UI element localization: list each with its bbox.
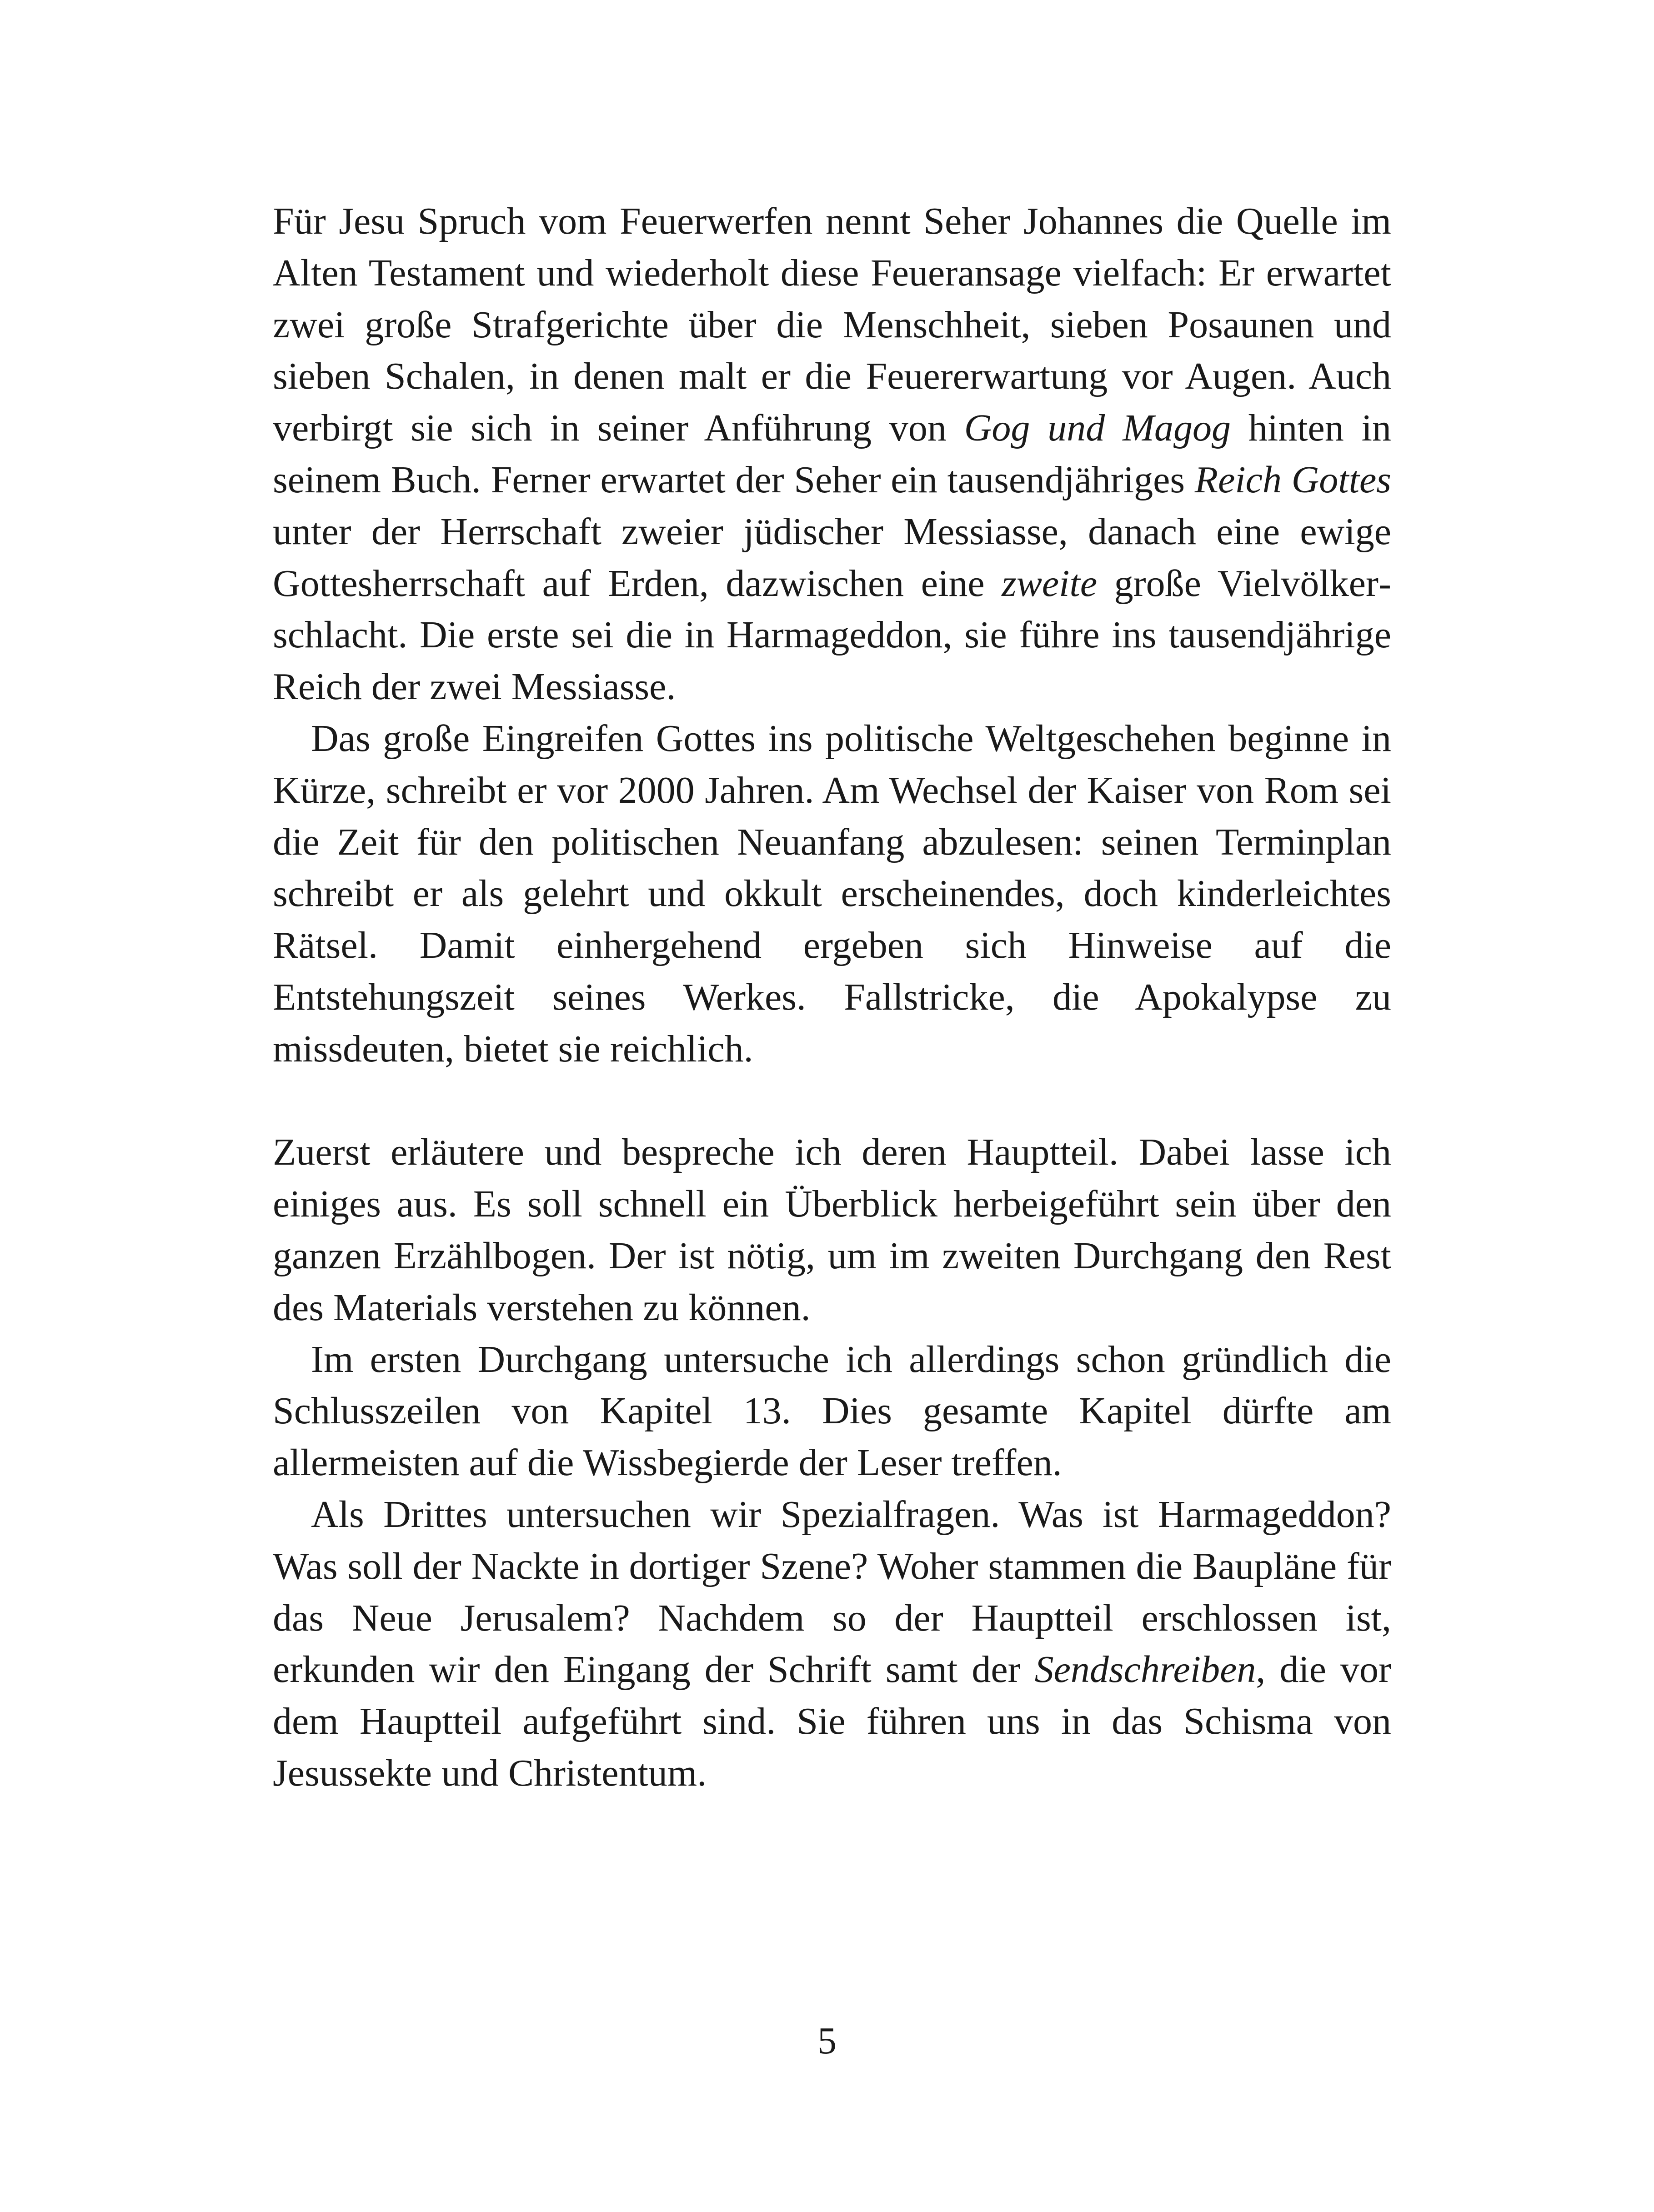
italic-phrase: Reich Gottes [1194,458,1391,501]
body-text [273,195,1391,1799]
paragraph [273,713,1391,1075]
text-run: große Vielvölkerschlacht. Die erste sei die in Harmageddon, sie führe ins tausendjährige Reich der zwei Messiasse. [273,562,1391,708]
text-run: unter der Herrschaft zweier jüdischer Messiasse, danach eine ewige Gottesherrschaft auf Erden, dazwischen eine [273,510,1391,605]
text-section [273,1126,1391,1799]
text-run: hinten in seinem Buch. Ferner erwartet der Seher ein tausendjähriges [273,407,1392,501]
text-run: Zuerst erläutere und bespreche ich deren Hauptteil. Dabei lasse ich einiges aus. Es soll schnell ein Überblick herbeigeführt sein über den ganzen Erzählbogen. Der ist nötig, um im zweiten Durchgang den Rest des Materials verstehen zu können. [273,1131,1391,1329]
text-run: Im ersten Durchgang untersuche ich allerdings schon gründlich die Schlusszeilen von Kapitel 13. Dies gesamte Kapitel dürfte am allermeisten auf die Wissbegierde der Leser treffen. [273,1338,1391,1484]
paragraph [273,1334,1391,1489]
text-section [273,195,1391,1075]
text-run: Als Drittes untersuchen wir Spezialfragen. Was ist Harmageddon? Was soll der Nackte in dortiger Szene? Woher stammen die Baupläne für das Neue Jerusalem? Nachdem so der Hauptteil erschlossen ist, erkunden wir den Eingang der Schrift samt der [273,1493,1391,1691]
paragraph [273,195,1391,713]
italic-phrase: Gog und Magog [964,407,1231,450]
italic-phrase: zweite [1002,562,1098,605]
paragraph [273,1489,1391,1799]
text-run: , die vor dem Hauptteil aufgeführt sind. Sie führen uns in das Schisma von Jesussekte und Christentum. [273,1648,1391,1794]
text-run: Das große Eingreifen Gottes ins politische Weltgeschehen beginne in Kürze, schreibt er vor 2000 Jahren. Am Wechsel der Kaiser von Rom sei die Zeit für den politischen Neuanfang abzulesen: seinen Terminplan schreibt er als gelehrt und okkult erscheinendes, doch kinderleichtes Rätsel. Damit einhergehend ergeben sich Hinweise auf die Entstehungszeit seines Werkes. Fallstricke, die Apokalypse zu missdeuten, bietet sie reichlich. [273,717,1391,1070]
text-run: Für Jesu Spruch vom Feuerwerfen nennt Seher Johannes die Quelle im Alten Testament und wiederholt diese Feueransage vielfach: Er erwartet zwei große Strafgerichte über die Menschheit, sieben Posaunen und sieben Schalen, in denen malt er die Feuererwartung vor Augen. Auch verbirgt sie sich in seiner Anführung von [273,200,1391,450]
italic-phrase: Sendschreiben [1034,1648,1256,1691]
page-number: 5 [817,2020,837,2062]
paragraph [273,1126,1391,1333]
